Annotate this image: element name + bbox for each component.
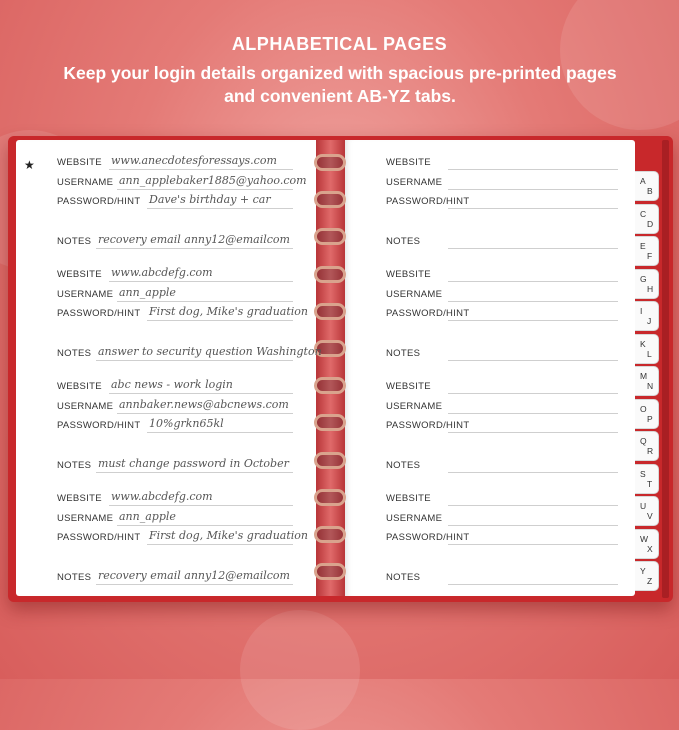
username-value[interactable]: ann_applebaker1885@yahoo.com [119,174,307,187]
tab-letter: E [640,241,646,251]
notes-label: NOTES [386,348,421,359]
username-line [117,189,293,190]
tab-letter: U [640,501,647,511]
password-value[interactable]: First dog, Mike's graduation [149,305,308,318]
tab-letter: N [647,381,654,391]
username-field[interactable] [448,189,618,190]
website-label: WEBSITE [57,493,102,504]
tab-gh[interactable] [635,269,659,299]
tab-letter: S [640,468,646,479]
alphabet-tabs [635,143,662,595]
website-field[interactable] [448,281,618,282]
binding-ring [314,154,346,171]
website-label: WEBSITE [57,157,102,168]
binding-ring [314,228,346,245]
password-line [147,544,293,545]
notes-value[interactable]: must change password in October [98,457,289,470]
tab-letter: I [640,306,643,316]
notes-label: NOTES [57,460,92,471]
username-line [117,525,293,526]
tab-yz[interactable] [635,561,659,591]
website-field[interactable] [448,169,618,170]
password-label: PASSWORD/HINT [57,420,141,431]
binding-ring [314,266,346,283]
password-label: PASSWORD/HINT [57,532,141,543]
tab-letter: C [640,208,647,219]
tab-ij[interactable] [635,301,659,331]
tab-qr[interactable] [635,431,659,461]
tab-letter: R [647,446,654,456]
tab-letter: M [640,371,648,381]
notes-line [96,360,293,361]
notes-field[interactable] [448,472,618,473]
notes-line [96,248,293,249]
tab-uv[interactable] [635,496,659,526]
tab-letter: P [647,413,653,424]
notes-field[interactable] [448,584,618,585]
password-line [147,320,293,321]
tab-letter: G [640,273,647,284]
website-field[interactable] [448,505,618,506]
binding-ring [314,526,346,543]
username-label: USERNAME [386,401,443,412]
notes-field[interactable] [448,248,618,249]
tab-letter: X [647,543,653,554]
tab-letter: D [647,218,654,229]
website-line [109,281,293,282]
username-field[interactable] [448,525,618,526]
notes-label: NOTES [386,460,421,471]
username-value[interactable]: annbaker.news@abcnews.com [119,398,289,411]
password-line [147,432,293,433]
password-field[interactable] [448,544,618,545]
username-label: USERNAME [57,513,114,524]
website-value[interactable]: abc news - work login [111,378,233,391]
tab-st[interactable] [635,464,659,494]
tab-letter: W [640,533,649,544]
tab-letter: O [640,403,647,414]
notes-value[interactable]: recovery email anny12@emailcom [98,569,290,582]
binding-ring [314,191,346,208]
website-label: WEBSITE [386,269,431,280]
username-label: USERNAME [386,289,443,300]
notes-label: NOTES [57,572,92,583]
password-label: PASSWORD/HINT [386,532,470,543]
favorites-star-icon: ★ [24,158,35,172]
tab-letter: B [647,186,653,196]
notes-label: NOTES [57,236,92,247]
tab-letter: A [640,176,646,186]
website-label: WEBSITE [57,381,102,392]
notes-line [96,584,293,585]
password-label: PASSWORD/HINT [386,420,470,431]
notes-field[interactable] [448,360,618,361]
tab-ef[interactable] [635,236,659,266]
website-value[interactable]: www.abcdefg.com [111,490,213,503]
website-line [109,393,293,394]
website-line [109,505,293,506]
password-value[interactable]: First dog, Mike's graduation [149,529,308,542]
notes-line [96,472,293,473]
tab-cd[interactable] [635,204,659,234]
website-value[interactable]: www.anecdotesforessays.com [111,154,277,167]
website-line [109,169,293,170]
password-label: PASSWORD/HINT [386,196,470,207]
binding-ring [314,377,346,394]
background-decoration [240,610,360,730]
page-subtitle: Keep your login details organized with spacious pre-printed pages and convenient AB-YZ tabs. [63,63,617,106]
notes-value[interactable]: recovery email anny12@emailcom [98,233,290,246]
tab-kl[interactable] [635,334,659,364]
website-value[interactable]: www.abcdefg.com [111,266,213,279]
tab-letter: Q [640,436,647,446]
tab-letter: L [647,348,652,359]
binding-ring [314,489,346,506]
website-field[interactable] [448,393,618,394]
notes-label: NOTES [57,348,92,359]
tab-letter: Y [640,566,646,576]
binding-ring [314,303,346,320]
notes-label: NOTES [386,572,421,583]
website-label: WEBSITE [57,269,102,280]
password-label: PASSWORD/HINT [386,308,470,319]
tab-wx[interactable] [635,529,659,559]
username-label: USERNAME [57,177,114,188]
tab-mn[interactable] [635,366,659,396]
password-field[interactable] [448,320,618,321]
notes-label: NOTES [386,236,421,247]
tab-letter: V [647,511,653,521]
username-field[interactable] [448,301,618,302]
tab-op[interactable] [635,399,659,429]
binding-ring [314,452,346,469]
notes-value[interactable]: answer to security question Washington [98,345,322,358]
username-label: USERNAME [57,401,114,412]
username-value[interactable]: ann_apple [119,510,176,523]
tab-letter: T [647,478,653,489]
username-line [117,413,293,414]
username-label: USERNAME [386,513,443,524]
password-value[interactable]: 10%grkn65kl [149,417,224,430]
tab-letter: J [647,316,652,326]
tab-letter: F [647,251,653,261]
password-field[interactable] [448,432,618,433]
password-line [147,208,293,209]
username-field[interactable] [448,413,618,414]
page-title: ALPHABETICAL PAGES [231,34,448,54]
website-label: WEBSITE [386,493,431,504]
username-label: USERNAME [386,177,443,188]
elastic-strap [662,140,669,598]
username-value[interactable]: ann_apple [119,286,176,299]
tab-letter: K [640,338,646,349]
password-field[interactable] [448,208,618,209]
tab-letter: H [647,283,654,294]
password-label: PASSWORD/HINT [57,196,141,207]
binding-ring [314,414,346,431]
password-label: PASSWORD/HINT [57,308,141,319]
username-line [117,301,293,302]
password-value[interactable]: Dave's birthday + car [149,193,271,206]
website-label: WEBSITE [386,381,431,392]
website-label: WEBSITE [386,157,431,168]
tab-letter: Z [647,576,653,586]
username-label: USERNAME [57,289,114,300]
tab-ab[interactable] [635,171,659,201]
binding-ring [314,563,346,580]
